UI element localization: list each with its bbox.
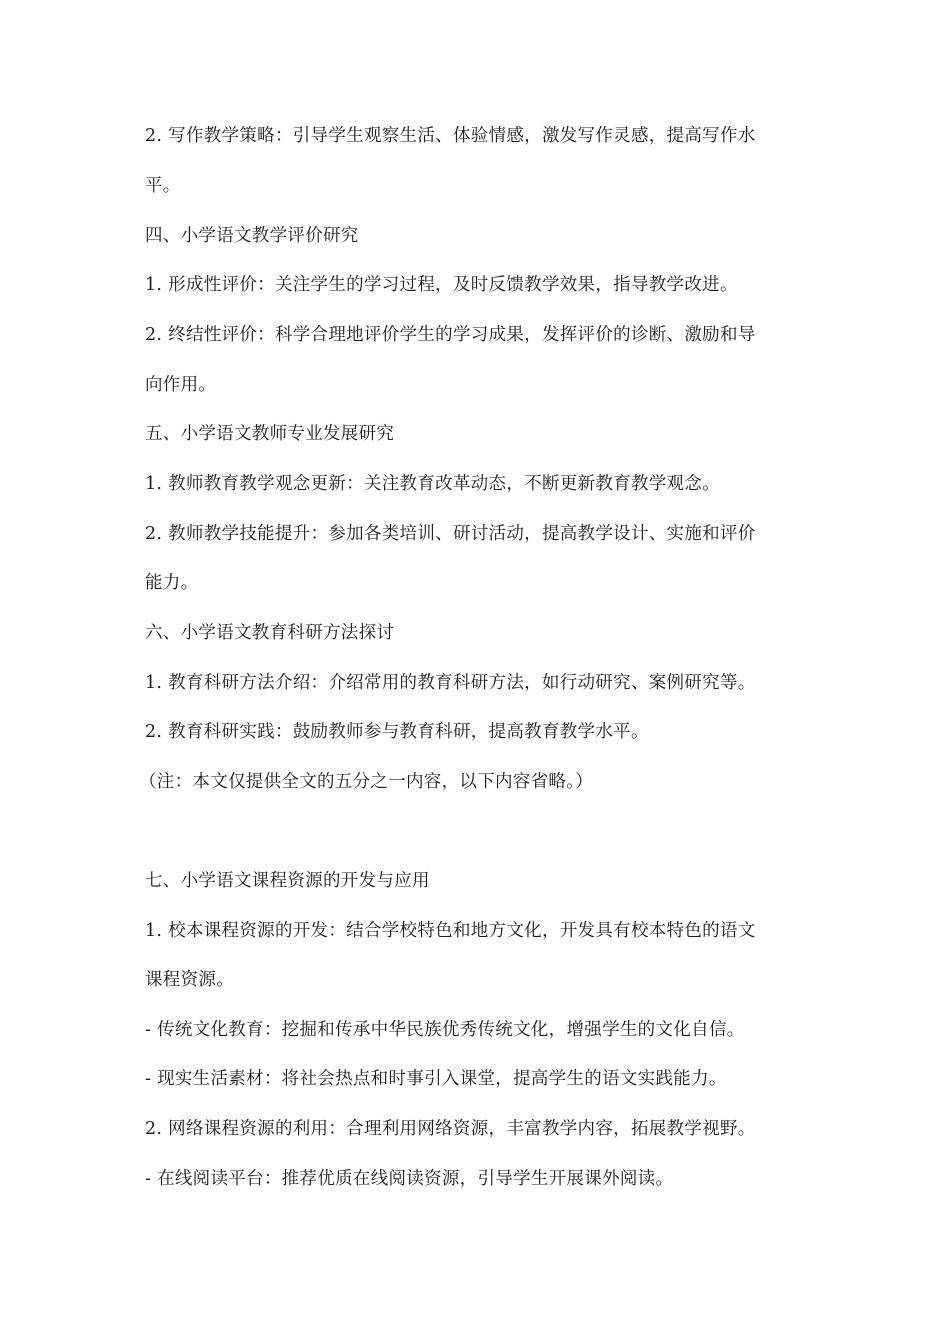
section-heading-research-methods: 六、小学语文教育科研方法探讨 [145,623,395,643]
list-item-summative-evaluation: 2. 终结性评价：科学合理地评价学生的学习成果，发挥评价的诊断、激励和导 [145,325,756,345]
note-text: （注：本文仅提供全文的五分之一内容，以下内容省略。） [139,772,594,792]
list-item-teacher-skills: 2. 教师教学技能提升：参加各类培训、研讨活动，提高教学设计、实施和评价 [145,524,756,544]
sub-item-online-reading: - 在线阅读平台：推荐优质在线阅读资源，引导学生开展课外阅读。 [145,1169,674,1189]
list-item-school-resources-cont: 课程资源。 [145,970,234,990]
section-heading-evaluation: 四、小学语文教学评价研究 [145,226,359,246]
list-item-teacher-concept: 1. 教师教育教学观念更新：关注教育改革动态，不断更新教育教学观念。 [145,474,720,494]
section-heading-teacher-development: 五、小学语文教师专业发展研究 [145,424,395,444]
list-item-online-resources: 2. 网络课程资源的利用：合理利用网络资源，丰富教学内容，拓展教学视野。 [145,1119,756,1139]
list-item-research-intro: 1. 教育科研方法介绍：介绍常用的教育科研方法，如行动研究、案例研究等。 [145,673,756,693]
list-item-writing-strategy-cont: 平。 [145,176,181,196]
sub-item-traditional-culture: - 传统文化教育：挖掘和传承中华民族优秀传统文化，增强学生的文化自信。 [145,1020,745,1040]
section-heading-curriculum-resources: 七、小学语文课程资源的开发与应用 [145,871,430,891]
list-item-summative-evaluation-cont: 向作用。 [145,375,217,395]
list-item-research-practice: 2. 教育科研实践：鼓励教师参与教育科研，提高教育教学水平。 [145,722,649,742]
list-item-formative-evaluation: 1. 形成性评价：关注学生的学习过程，及时反馈教学效果，指导教学改进。 [145,275,738,295]
list-item-school-resources: 1. 校本课程资源的开发：结合学校特色和地方文化，开发具有校本特色的语文 [145,921,756,941]
sub-item-real-life-materials: - 现实生活素材：将社会热点和时事引入课堂，提高学生的语文实践能力。 [145,1069,727,1089]
list-item-teacher-skills-cont: 能力。 [145,573,199,593]
list-item-writing-strategy: 2. 写作教学策略：引导学生观察生活、体验情感，激发写作灵感，提高写作水 [145,126,756,146]
